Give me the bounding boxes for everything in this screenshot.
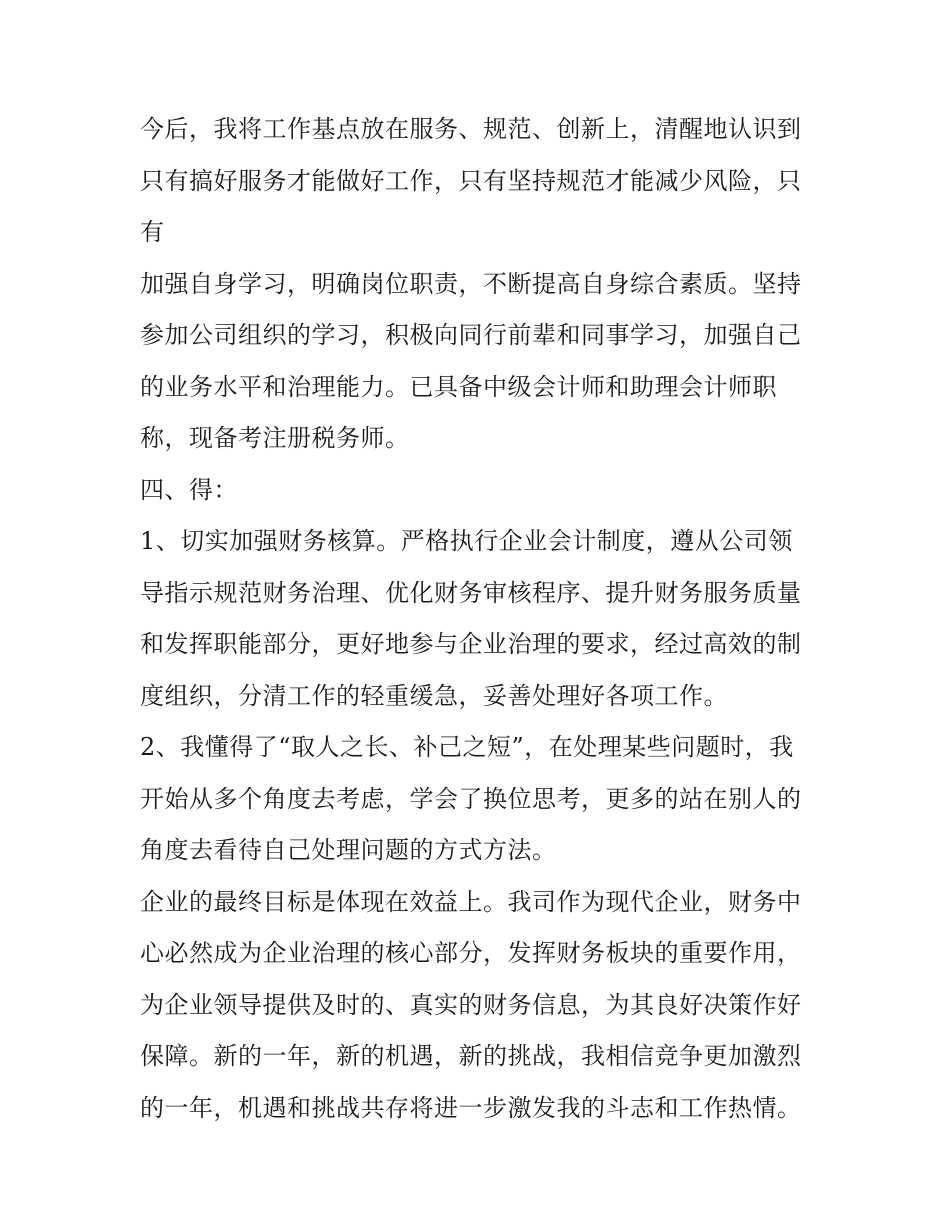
- text-line: 开始从多个角度去考虑，学会了换位思考，更多的站在别人的: [140, 784, 802, 813]
- text-line: 和发挥职能部分，更好地参与企业治理的要求，经过高效的制: [140, 630, 802, 658]
- text-line: 加强自身学习，明确岗位职责，不断提高自身综合素质。坚持: [140, 269, 802, 298]
- text-line: 心必然成为企业治理的核心部分，发挥财务板块的重要作用，: [140, 939, 802, 967]
- text-line: 为企业领导提供及时的、真实的财务信息，为其良好决策作好: [140, 990, 802, 1019]
- text-line: 角度去看待自己处理问题的方式方法。: [140, 836, 557, 864]
- text-line: 导指示规范财务治理、优化财务审核程序、提升财务服务质量: [140, 578, 802, 607]
- text-line: 2、我懂得了“取人之长、补己之短”，在处理某些问题时，我: [140, 733, 794, 761]
- text-line: 的一年，机遇和挑战共存将进一步激发我的斗志和工作热情。: [140, 1093, 802, 1122]
- text-line: 有: [140, 218, 165, 246]
- text-line: 参加公司组织的学习，积极向同行前辈和同事学习，加强自己: [140, 321, 802, 349]
- section-heading: 四、得：: [140, 475, 238, 504]
- text-line: 只有搞好服务才能做好工作，只有坚持规范才能减少风险，只: [140, 166, 802, 195]
- text-line: 称，现备考注册税务师。: [140, 424, 410, 452]
- text-line: 度组织，分清工作的轻重缓急，妥善处理好各项工作。: [140, 681, 728, 710]
- text-line: 1、切实加强财务核算。严格执行企业会计制度，遵从公司领: [140, 527, 793, 555]
- text-line: 今后，我将工作基点放在服务、规范、创新上，清醒地认识到: [140, 115, 802, 143]
- text-line: 保障。新的一年，新的机遇，新的挑战，我相信竞争更加激烈: [140, 1042, 802, 1070]
- body-text: [140, 104, 820, 1134]
- text-line: 的业务水平和治理能力。已具备中级会计师和助理会计师职: [140, 372, 777, 401]
- text-line: 企业的最终目标是体现在效益上。我司作为现代企业，财务中: [140, 887, 802, 916]
